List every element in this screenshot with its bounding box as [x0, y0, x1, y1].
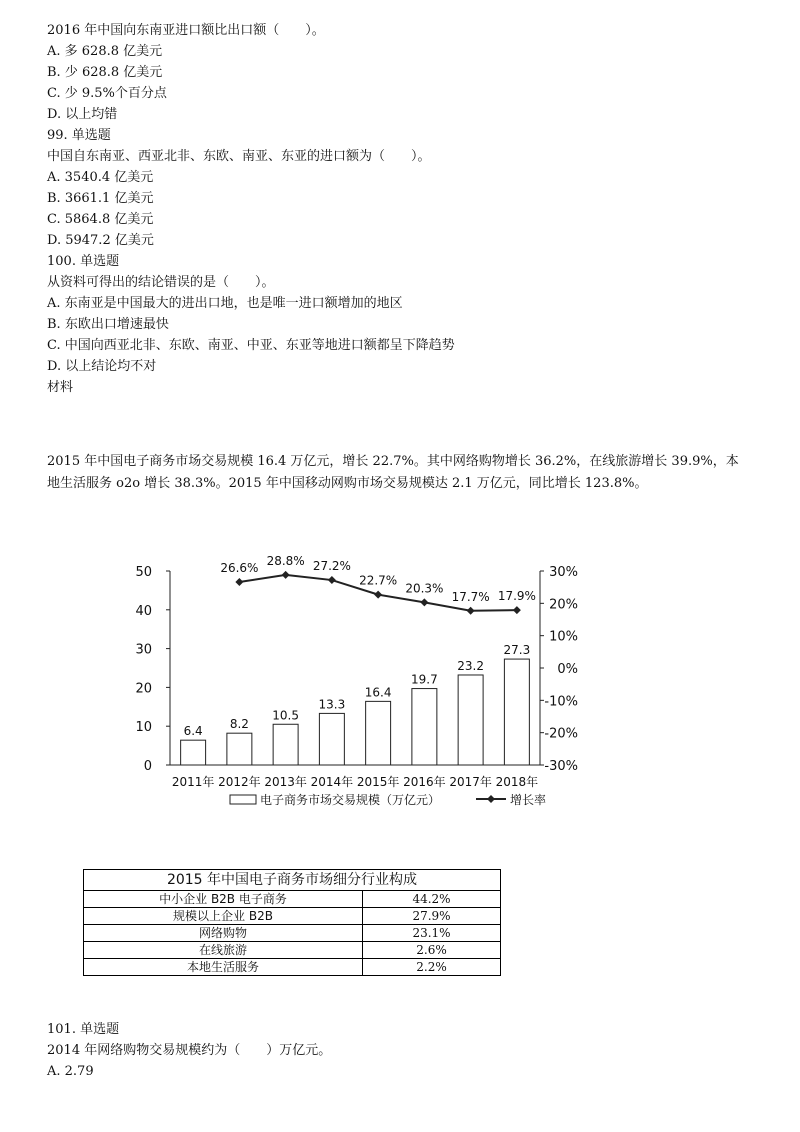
x-axis-tick-label: 2017年: [449, 775, 492, 789]
left-axis-tick-label: 0: [143, 759, 152, 774]
table-title: 2015 年中国电子商务市场细分行业构成: [84, 870, 501, 891]
growth-rate-data-label: 28.8%: [266, 553, 305, 568]
right-axis-tick-label: -20%: [544, 726, 578, 742]
table-cell-value: 44.2%: [363, 891, 501, 908]
left-axis-tick-label: 10: [135, 720, 152, 736]
bar: [273, 724, 298, 765]
table-row: [84, 908, 501, 925]
q100-header: 100. 单选题: [47, 254, 120, 269]
table-cell-name: 规模以上企业 B2B: [84, 908, 363, 925]
right-axis-tick-label: 10%: [549, 629, 578, 645]
table-cell-value: 23.1%: [363, 925, 501, 942]
growth-rate-data-label: 17.9%: [497, 589, 536, 604]
table-row: [84, 925, 501, 942]
segment-table: [83, 869, 501, 976]
q98-option-b: B. 少 628.8 亿美元: [47, 65, 163, 80]
table-row: [84, 942, 501, 959]
bar: [227, 733, 252, 765]
q99-option-c: C. 5864.8 亿美元: [47, 212, 154, 227]
x-axis-tick-label: 2013年: [264, 775, 307, 789]
table-cell-value: 27.9%: [363, 908, 501, 925]
x-axis-tick-label: 2011年: [171, 775, 215, 789]
table-row: [84, 891, 501, 908]
bar-data-label: 27.3: [503, 643, 531, 658]
x-axis-tick-label: 2012年: [218, 775, 261, 789]
right-axis-tick-label: -10%: [544, 694, 578, 710]
growth-rate-point: [467, 607, 475, 615]
material-label: 材料: [47, 380, 74, 395]
q100-option-b: B. 东欧出口增速最快: [47, 317, 169, 332]
bar-data-label: 10.5: [272, 708, 299, 723]
left-axis-tick-label: 20: [135, 681, 152, 697]
material-line-1: 2015 年中国电子商务市场交易规模 16.4 万亿元，增长 22.7%。其中网络购物增长 36.2%，在线旅游增长 39.9%，本: [47, 454, 739, 469]
q99-option-a: A. 3540.4 亿美元: [47, 170, 154, 185]
growth-rate-data-label: 20.3%: [405, 581, 444, 596]
right-axis-tick-label: -30%: [544, 759, 578, 774]
table-cell-name: 在线旅游: [84, 942, 363, 959]
growth-rate-point: [513, 606, 521, 614]
growth-rate-point: [282, 571, 290, 579]
bar: [366, 701, 391, 765]
bar: [181, 740, 206, 765]
growth-rate-data-label: 27.2%: [312, 559, 351, 574]
bar-data-label: 19.7: [411, 672, 438, 687]
q101-header: 101. 单选题: [47, 1022, 120, 1037]
q98-option-c: C. 少 9.5%个百分点: [47, 86, 167, 101]
ecommerce-combo-chart: [120, 548, 600, 818]
x-axis-tick-label: 2015年: [356, 775, 400, 789]
table-row: [84, 959, 501, 976]
growth-rate-point: [235, 578, 243, 586]
q99-option-d: D. 5947.2 亿美元: [47, 233, 154, 248]
table-cell-name: 中小企业 B2B 电子商务: [84, 891, 363, 908]
bar-data-label: 8.2: [229, 717, 249, 732]
q99-option-b: B. 3661.1 亿美元: [47, 191, 154, 206]
q98-stem: 2016 年中国向东南亚进口额比出口额（ ）。: [47, 23, 325, 38]
q100-option-a: A. 东南亚是中国最大的进出口地，也是唯一进口额增加的地区: [47, 296, 403, 311]
bar: [504, 659, 529, 765]
q99-header: 99. 单选题: [47, 128, 111, 143]
table-cell-name: 本地生活服务: [84, 959, 363, 976]
q99-stem: 中国自东南亚、西亚北非、东欧、南亚、东亚的进口额为（ ）。: [47, 149, 431, 164]
table-cell-name: 网络购物: [84, 925, 363, 942]
growth-rate-point: [420, 598, 428, 606]
bar-data-label: 16.4: [364, 685, 392, 700]
right-axis-tick-label: 20%: [549, 597, 578, 613]
q98-option-d: D. 以上均错: [47, 107, 118, 122]
left-axis-tick-label: 50: [135, 565, 152, 580]
right-axis-tick-label: 0%: [557, 662, 578, 677]
bar: [458, 675, 483, 765]
growth-rate-data-label: 17.7%: [451, 589, 490, 604]
q100-option-c: C. 中国向西亚北非、东欧、南亚、中亚、东亚等地进口额都呈下降趋势: [47, 338, 455, 353]
q101-stem: 2014 年网络购物交易规模约为（ ）万亿元。: [47, 1043, 332, 1058]
left-axis-tick-label: 30: [135, 642, 152, 658]
q100-stem: 从资料可得出的结论错误的是（ ）。: [47, 275, 275, 290]
growth-rate-data-label: 22.7%: [359, 573, 398, 588]
legend-bar-label: 电子商务市场交易规模（万亿元）: [260, 793, 441, 807]
x-axis-tick-label: 2018年: [495, 775, 539, 789]
bar: [319, 713, 344, 765]
bar-data-label: 6.4: [183, 724, 203, 739]
q100-option-d: D. 以上结论均不对: [47, 359, 157, 374]
x-axis-tick-label: 2014年: [310, 775, 354, 789]
legend-bar-swatch: [230, 795, 256, 804]
left-axis-tick-label: 40: [135, 603, 152, 619]
bar-data-label: 23.2: [457, 658, 484, 673]
right-axis-tick-label: 30%: [549, 565, 578, 580]
table-cell-value: 2.6%: [363, 942, 501, 959]
legend-line-label: 增长率: [510, 793, 547, 807]
table-cell-value: 2.2%: [363, 959, 501, 976]
q101-option-a: A. 2.79: [47, 1064, 94, 1079]
growth-rate-point: [374, 591, 382, 599]
x-axis-tick-label: 2016年: [403, 775, 446, 789]
material-line-2: 地生活服务 o2o 增长 38.3%。2015 年中国移动网购市场交易规模达 2.1 万亿元，同比增长 123.8%。: [47, 476, 648, 491]
material-paragraph: [47, 451, 757, 495]
bar: [412, 689, 437, 765]
bar-data-label: 13.3: [318, 697, 346, 712]
growth-rate-point: [328, 576, 336, 584]
growth-rate-data-label: 26.6%: [220, 560, 259, 575]
legend-line-marker: [487, 795, 495, 803]
q98-option-a: A. 多 628.8 亿美元: [47, 44, 163, 59]
